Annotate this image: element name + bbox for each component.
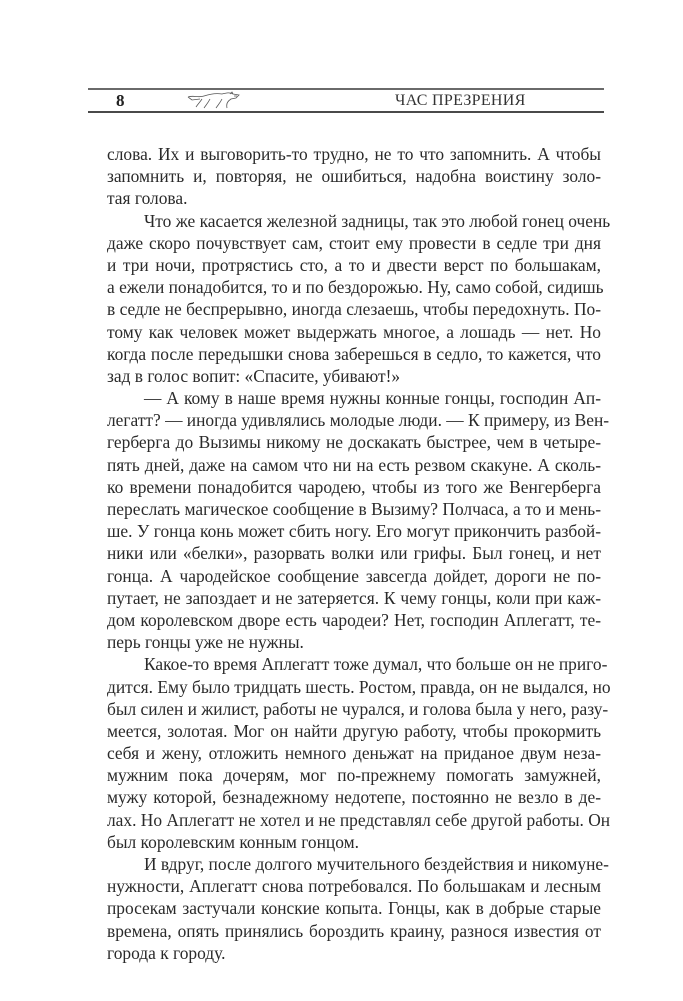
text-line: когда после передышки снова заберешься в седло, то кажется, что [107, 343, 601, 364]
text-line: дится. Ему было тридцать шесть. Ростом, правда, он не выдался, но [107, 676, 611, 697]
text-line: тая голова. [107, 188, 188, 209]
text-line: меется, золотая. Мог он найти другую работу, чтобы прокормить [107, 720, 601, 741]
body-text [107, 143, 611, 964]
text-line: даже скоро почувствует сам, стоит ему провести в седле три дня [107, 232, 601, 253]
header-bottom-rule [88, 111, 604, 113]
text-line: ники или «белки», разорвать волки или грифы. Был гонец, и нет [107, 543, 601, 564]
text-line: лах. Но Аплегатт не хотел и не представлял себе другой работы. Он [107, 809, 611, 830]
text-line: тому как человек может выдержать многое, а лошадь — нет. Но [107, 321, 601, 342]
running-title: ЧАС ПРЕЗРЕНИЯ [395, 92, 526, 109]
running-dog-icon [186, 91, 242, 110]
text-line: пять дней, даже на самом что ни на есть резвом скакуне. А сколь- [107, 454, 601, 475]
text-line: И вдруг, после долгого мучительного бездействия и никомуне- [144, 854, 609, 874]
text-line: — А кому в наше время нужны конные гонцы, господин Ап- [144, 388, 601, 409]
text-line: ко времени понадобится чародею, чтобы из того же Венгерберга [107, 476, 601, 497]
text-line: себя и жену, отложить немного деньжат на приданое двум неза- [107, 743, 601, 764]
text-line: переслать магическое сообщение в Вызиму? Полчаса, а то и мень- [107, 499, 601, 519]
text-line: города к городу. [107, 942, 226, 963]
page-number: 8 [116, 91, 125, 110]
text-line: Какое-то время Аплегатт тоже думал, что больше он не приго- [144, 654, 608, 675]
text-line: был силен и жилист, работы не чурался, и голова была у него, разу- [107, 698, 609, 719]
text-line: герберга до Вызимы никому не доскакать быстрее, чем в четыре- [107, 432, 601, 453]
text-line: дом королевском дворе есть чародеи? Нет, господин Аплегатт, те- [107, 609, 601, 630]
text-line: был королевским конным гонцом. [107, 831, 359, 852]
text-line: нужности, Аплегатт снова потребовался. По большакам и лесным [107, 876, 601, 897]
text-line: а ежели понадобится, то и по бездорожью. Ну, само собой, сидишь [107, 277, 604, 298]
text-line: слова. Их и выговорить-то трудно, не то что запомнить. А чтобы [107, 144, 601, 164]
text-line: мужу которой, безнадежному недотепе, постоянно не везло в де- [107, 787, 601, 808]
text-line: путает, не запоздает и не затеряется. К чему гонцы, коли при каж- [107, 587, 601, 608]
text-line: гонца. А чародейское сообщение завсегда дойдет, дороги не по- [107, 565, 601, 586]
text-line: легатт? — иногда удивлялись молодые люди. — К примеру, из Вен- [107, 410, 610, 431]
text-line: и три ночи, протрястись сто, а то и двести верст по большакам, [107, 254, 601, 275]
text-line: мужним пока дочерям, мог по-прежнему помогать замужней, [107, 765, 601, 786]
text-line: ше. У гонца конь может сбить ногу. Его могут прикончить разбой- [107, 521, 601, 542]
page-header [88, 88, 604, 113]
text-line: в седле не беспрерывно, иногда слезаешь, чтобы передохнуть. По- [107, 299, 601, 320]
text-line: зад в голос вопит: «Спасите, убивают!» [107, 365, 401, 386]
header-top-rule [88, 88, 604, 90]
text-line: запомнить и, повторяя, не ошибиться, надобна воистину золо- [107, 166, 601, 187]
text-line: времена, опять принялись бороздить краину, разнося известия от [107, 920, 601, 941]
text-line: перь гонцы уже не нужны. [107, 632, 304, 653]
text-line: просекам застучали конские копыта. Гонцы, как в добрые старые [107, 898, 601, 919]
text-line: Что же касается железной задницы, так это любой гонец очень [144, 210, 611, 231]
